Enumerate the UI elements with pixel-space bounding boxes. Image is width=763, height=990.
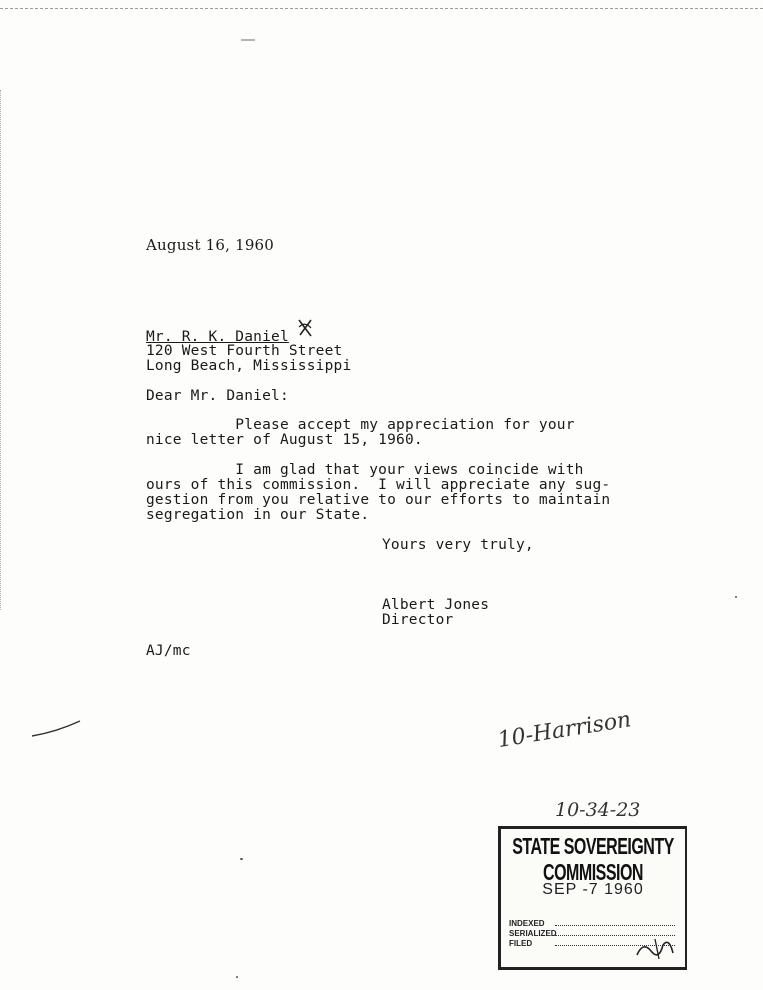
signer-name: Albert Jones — [382, 597, 490, 613]
received-stamp — [498, 826, 687, 970]
paper-speck — [240, 858, 243, 860]
stamp-handwritten-initials-icon — [633, 933, 677, 961]
stamp-title: STATE SOVEREIGNTY COMMISSION — [512, 835, 674, 886]
typist-initials: AJ/mc — [146, 643, 191, 659]
paragraph-2-line-2: ours of this commission. I will appreciate any sug- — [146, 477, 611, 493]
stamp-date: SEP -7 1960 — [542, 881, 644, 898]
stamp-line-serialized: SERIALIZED — [509, 929, 557, 938]
recipient-street: 120 West Fourth Street — [146, 343, 343, 359]
paragraph-1-line-2: nice letter of August 15, 1960. — [146, 432, 423, 448]
page-top-edge — [0, 0, 763, 9]
paper-speck — [735, 596, 737, 598]
stray-mark — [240, 38, 256, 42]
paragraph-1-line-1: Please accept my appreciation for your — [146, 417, 575, 433]
handwritten-check-mark — [297, 318, 313, 338]
salutation: Dear Mr. Daniel: — [146, 388, 289, 404]
handwritten-file-number: 10-34-23 — [555, 799, 641, 821]
signer-title: Director — [382, 612, 454, 628]
recipient-name: Mr. R. K. Daniel — [146, 329, 289, 345]
paper-speck — [236, 976, 238, 978]
paragraph-2-line-1: I am glad that your views coincide with — [146, 462, 584, 478]
handwritten-name-note: 10-Harrison — [496, 707, 633, 753]
stamp-line-indexed: INDEXED — [509, 919, 545, 928]
letter-date: August 16, 1960 — [146, 236, 275, 254]
closing: Yours very truly, — [382, 537, 534, 553]
stamp-line-filed: FILED — [509, 939, 533, 948]
paragraph-2-line-3: gestion from you relative to our efforts to maintain — [146, 492, 611, 508]
recipient-city: Long Beach, Mississippi — [146, 358, 352, 374]
page-left-edge — [0, 90, 3, 610]
pen-stroke-mark — [30, 718, 82, 740]
paragraph-2-line-4: segregation in our State. — [146, 507, 370, 523]
